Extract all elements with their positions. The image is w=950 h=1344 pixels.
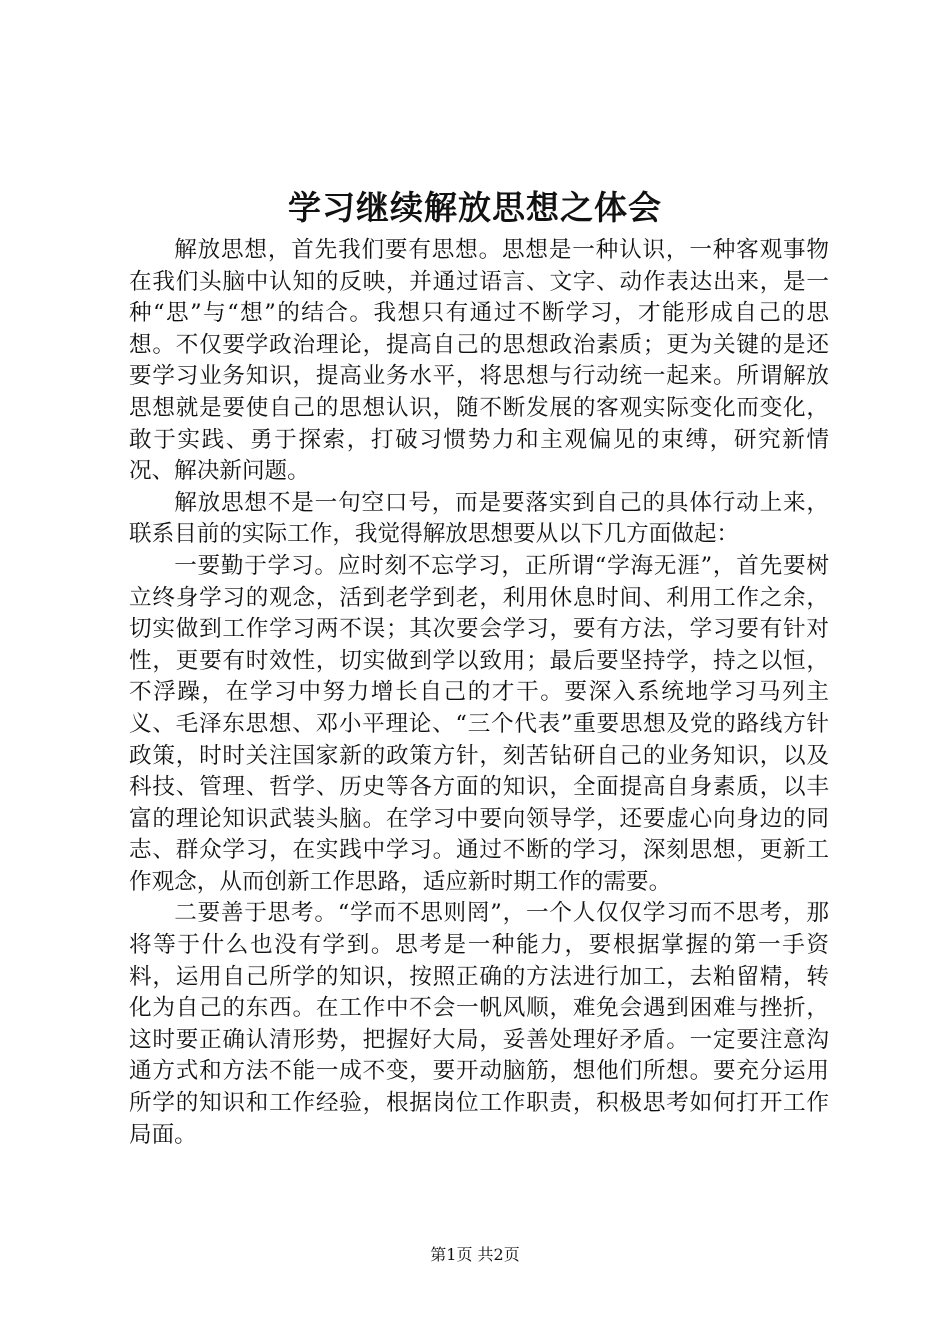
paragraph-3: 一要勤于学习。应时刻不忘学习，正所谓“学海无涯”，首先要树立终身学习的观念，活到老学到老，利用休息时间、利用工作之余，切实做到工作学习两不误；其次要会学习，要有方法，学习要有针对性，更要有时效性，切实做到学以致用；最后要坚持学，持之以恒，不浮躁，在学习中努力增长自己的才干。要深入系统地学习马列主义、毛泽东思想、邓小平理论、“三个代表”重要思想及党的路线方针政策，时时关注国家新的政策方针，刻苦钻研自己的业务知识，以及科技、管理、哲学、历史等各方面的知识，全面提高自身素质，以丰富的理论知识武装头脑。在学习中要向领导学，还要虚心向身边的同志、群众学习，在实践中学习。通过不断的学习，深刻思想，更新工作观念，从而创新工作思路，适应新时期工作的需要。	[129, 552, 829, 895]
paragraph-4: 二要善于思考。“学而不思则罔”，一个人仅仅学习而不思考，那将等于什么也没有学到。思考是一种能力，要根据掌握的第一手资料，运用自己所学的知识，按照正确的方法进行加工，去粕留精，转化为自己的东西。在工作中不会一帆风顺，难免会遇到困难与挫折，这时要正确认清形势，把握好大局，妥善处理好矛盾。一定要注意沟通方式和方法不能一成不变，要开动脑筋，想他们所想。要充分运用所学的知识和工作经验，根据岗位工作职责，积极思考如何打开工作局面。	[129, 900, 829, 1148]
page-footer: 第1页 共2页	[430, 1245, 520, 1264]
document-title: 学习继续解放思想之体会	[288, 188, 662, 227]
paragraph-1: 解放思想，首先我们要有思想。思想是一种认识，一种客观事物在我们头脑中认知的反映，并通过语言、文字、动作表达出来，是一种“思”与“想”的结合。我想只有通过不断学习，才能形成自己的思想。不仅要学政治理论，提高自己的思想政治素质；更为关键的是还要学习业务知识，提高业务水平，将思想与行动统一起来。所谓解放思想就是要使自己的思想认识，随不断发展的客观实际变化而变化，敢于实践、勇于探索，打破习惯势力和主观偏见的束缚，研究新情况、解决新问题。	[129, 237, 829, 485]
document-body	[129, 235, 829, 1151]
paragraph-2: 解放思想不是一句空口号，而是要落实到自己的具体行动上来，联系目前的实际工作，我觉得解放思想要从以下几方面做起：	[129, 489, 829, 548]
